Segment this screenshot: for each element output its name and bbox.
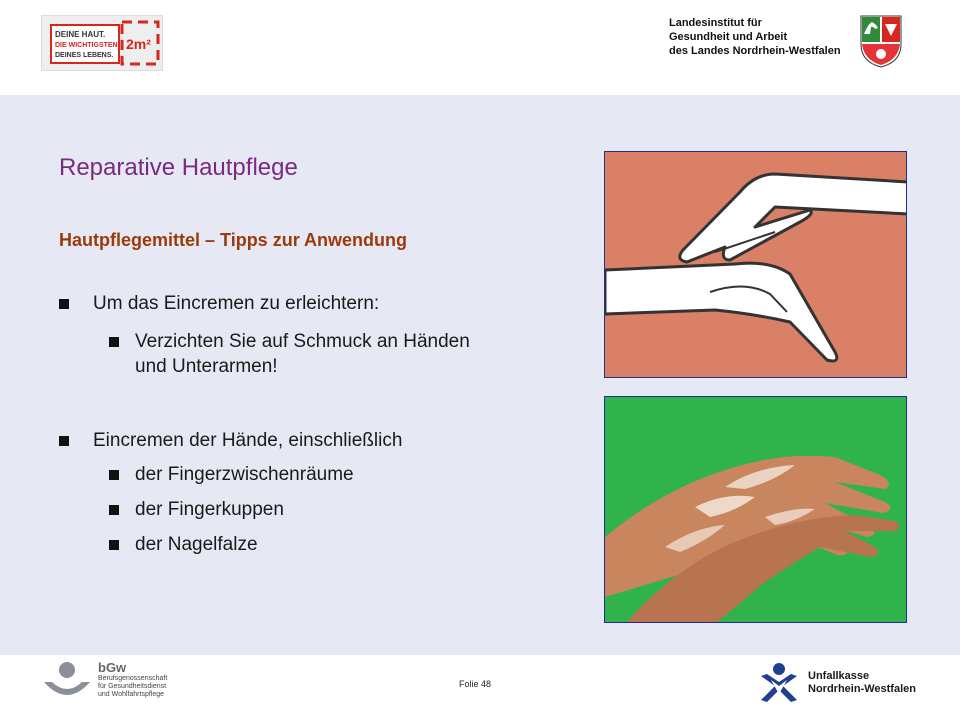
- campaign-line2: DIE WICHTIGSTEN: [55, 42, 118, 49]
- sub-bullet-line2: und Unterarmen!: [135, 356, 278, 377]
- bgw-line1: Berufsgenossenschaft: [98, 675, 168, 682]
- bullet-square-icon: [59, 299, 69, 309]
- bullet-text: Eincremen der Hände, einschließlich: [93, 430, 403, 451]
- bullet-square-icon: [109, 505, 119, 515]
- unfallkasse-logo-icon: [757, 660, 801, 704]
- slide-title: Reparative Hautpflege: [59, 154, 298, 181]
- sub-bullet-text: der Fingerzwischenräume: [135, 464, 354, 485]
- bgw-line3: und Wohlfahrtspflege: [98, 691, 165, 698]
- bullet-text: Um das Eincremen zu erleichtern:: [93, 293, 380, 314]
- bullet-square-icon: [109, 470, 119, 480]
- uk-line1: Unfallkasse: [808, 670, 870, 682]
- slide-subtitle: Hautpflegemittel – Tipps zur Anwendung: [59, 230, 408, 250]
- campaign-line1: DEINE HAUT.: [55, 30, 106, 39]
- campaign-logo: [41, 15, 163, 71]
- uk-line2: Nordrhein-Westfalen: [808, 683, 916, 695]
- bgw-line2: für Gesundheitsdienst: [98, 683, 167, 690]
- bgw-brand: bGw: [98, 660, 127, 675]
- sub-bullet-line1: Verzichten Sie auf Schmuck an Händen: [135, 331, 470, 352]
- hand-cream-illustration: [604, 151, 907, 378]
- sub-bullet-text: der Nagelfalze: [135, 534, 258, 555]
- institute-name: [669, 16, 849, 58]
- unfallkasse-name: [808, 670, 916, 696]
- campaign-line3: DEINES LEBENS.: [55, 52, 114, 59]
- bullet-square-icon: [59, 436, 69, 446]
- institute-line3: des Landes Nordrhein-Westfalen: [669, 45, 841, 57]
- bullet-square-icon: [109, 337, 119, 347]
- bgw-name: [98, 661, 167, 699]
- institute-line2: Gesundheit und Arbeit: [669, 31, 788, 43]
- hand-cream-photo: [604, 396, 907, 623]
- bullet-square-icon: [109, 540, 119, 550]
- bgw-logo-icon: [42, 660, 92, 704]
- sub-bullet-text: [135, 329, 470, 379]
- campaign-badge: 2m²: [126, 36, 151, 52]
- sub-bullet-text: der Fingerkuppen: [135, 499, 284, 520]
- institute-line1: Landesinstitut für: [669, 17, 762, 29]
- slide-number: Folie 48: [459, 679, 492, 689]
- nrw-crest-icon: [858, 14, 904, 68]
